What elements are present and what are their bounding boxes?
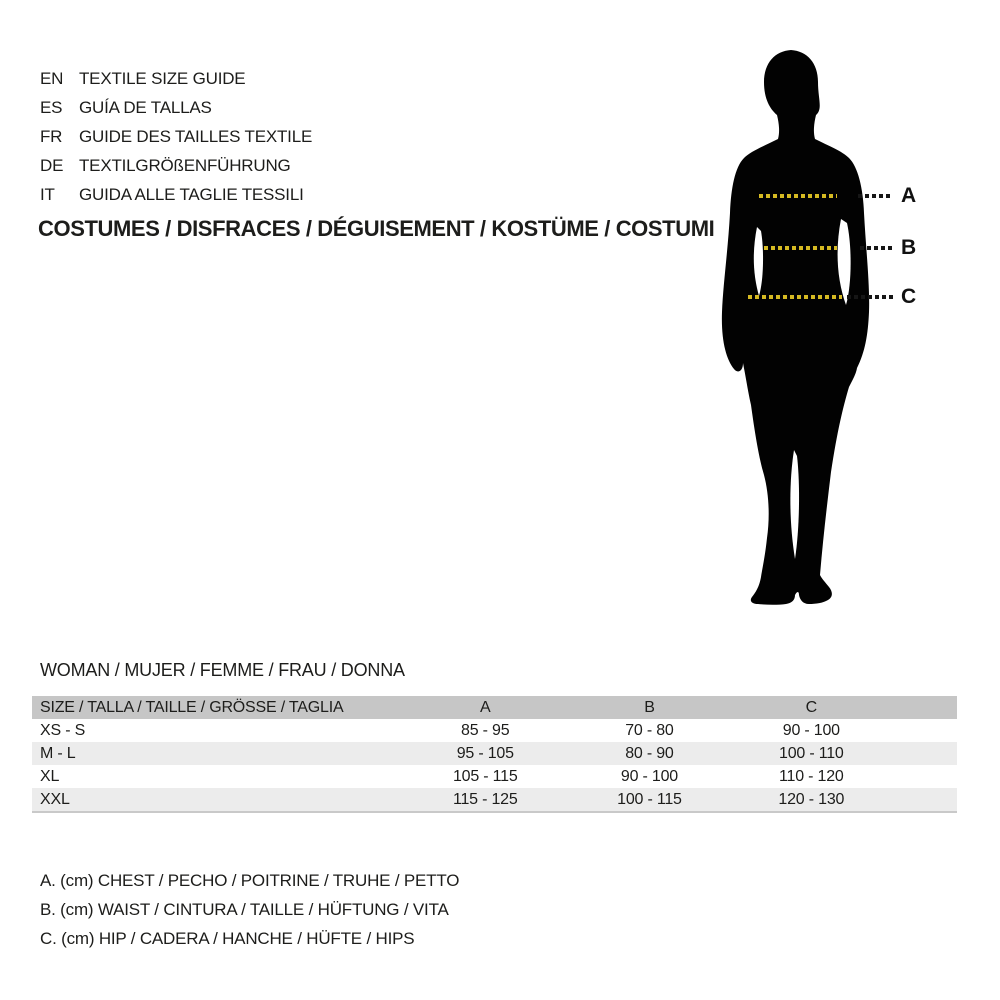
size-column-header: SIZE / TALLA / TAILLE / GRÖSSE / TAGLIA — [40, 698, 344, 716]
chest-range-cell: 95 - 105 — [456, 744, 514, 762]
waist-range-cell: 90 - 100 — [620, 767, 678, 785]
language-title: GUÍA DE TALLAS — [79, 97, 212, 117]
waist-line-body-segment — [764, 246, 837, 250]
size-table-header-row — [32, 696, 957, 719]
language-row-de — [40, 151, 312, 180]
waist-line-pointer-segment — [860, 246, 893, 250]
hip-range-cell: 100 - 110 — [779, 744, 844, 762]
chest-range-cell: 85 - 95 — [461, 721, 510, 739]
measurement-legend — [40, 866, 459, 953]
language-code: IT — [40, 184, 55, 204]
measurement-label-c: C — [901, 285, 917, 308]
table-row — [32, 742, 957, 765]
language-list — [40, 64, 312, 209]
size-cell: XS - S — [40, 721, 86, 739]
page-title: COSTUMES / DISFRACES / DÉGUISEMENT / KOSTÜME / COSTUMI — [38, 216, 715, 241]
hip-range-cell: 90 - 100 — [782, 721, 840, 739]
row-spacer — [892, 788, 957, 812]
waist-range-cell: 70 - 80 — [625, 721, 674, 739]
chest-range-cell: 105 - 115 — [452, 767, 518, 785]
language-title: TEXTILE SIZE GUIDE — [79, 68, 246, 88]
waist-range-cell: 80 - 90 — [625, 744, 674, 762]
chest-line-body-segment — [759, 194, 837, 198]
column-header-c: C — [805, 698, 817, 716]
table-row — [32, 788, 957, 812]
waist-range-cell: 100 - 115 — [617, 790, 682, 808]
language-row-en — [40, 64, 312, 93]
table-row — [32, 719, 957, 742]
language-code: EN — [40, 68, 64, 88]
language-row-es — [40, 93, 312, 122]
legend-chest: A. (cm) CHEST / PECHO / POITRINE / TRUHE / PETTO — [40, 870, 460, 890]
language-title: GUIDA ALLE TAGLIE TESSILI — [79, 184, 304, 204]
size-cell: XXL — [40, 790, 70, 808]
language-title: GUIDE DES TAILLES TEXTILE — [79, 126, 313, 146]
legend-waist: B. (cm) WAIST / CINTURA / TAILLE / HÜFTUNG / VITA — [40, 899, 449, 919]
size-cell: M - L — [40, 744, 76, 762]
table-row — [32, 765, 957, 788]
measurement-label-b: B — [901, 236, 917, 259]
measurement-label-a: A — [901, 184, 917, 207]
header-spacer — [892, 696, 957, 719]
hip-line-pointer-segment — [847, 295, 893, 299]
hip-range-cell: 110 - 120 — [779, 767, 844, 785]
chest-range-cell: 115 - 125 — [452, 790, 518, 808]
section-title-woman: WOMAN / MUJER / FEMME / FRAU / DONNA — [40, 660, 405, 680]
language-title: TEXTILGRÖßENFÜHRUNG — [79, 155, 291, 175]
hip-line-body-segment — [748, 295, 842, 299]
language-code: ES — [40, 97, 63, 117]
size-cell: XL — [40, 767, 60, 785]
language-row-it — [40, 180, 312, 209]
column-header-b: B — [644, 698, 655, 716]
legend-hip: C. (cm) HIP / CADERA / HANCHE / HÜFTE / HIPS — [40, 928, 415, 948]
hip-range-cell: 120 - 130 — [778, 790, 845, 808]
row-spacer — [892, 719, 957, 742]
woman-silhouette — [715, 42, 885, 612]
row-spacer — [892, 765, 957, 788]
language-code: DE — [40, 155, 64, 175]
language-code: FR — [40, 126, 63, 146]
column-header-a: A — [480, 698, 491, 716]
size-table — [32, 696, 957, 813]
row-spacer — [892, 742, 957, 765]
language-row-fr — [40, 122, 312, 151]
chest-line-pointer-segment — [858, 194, 893, 198]
